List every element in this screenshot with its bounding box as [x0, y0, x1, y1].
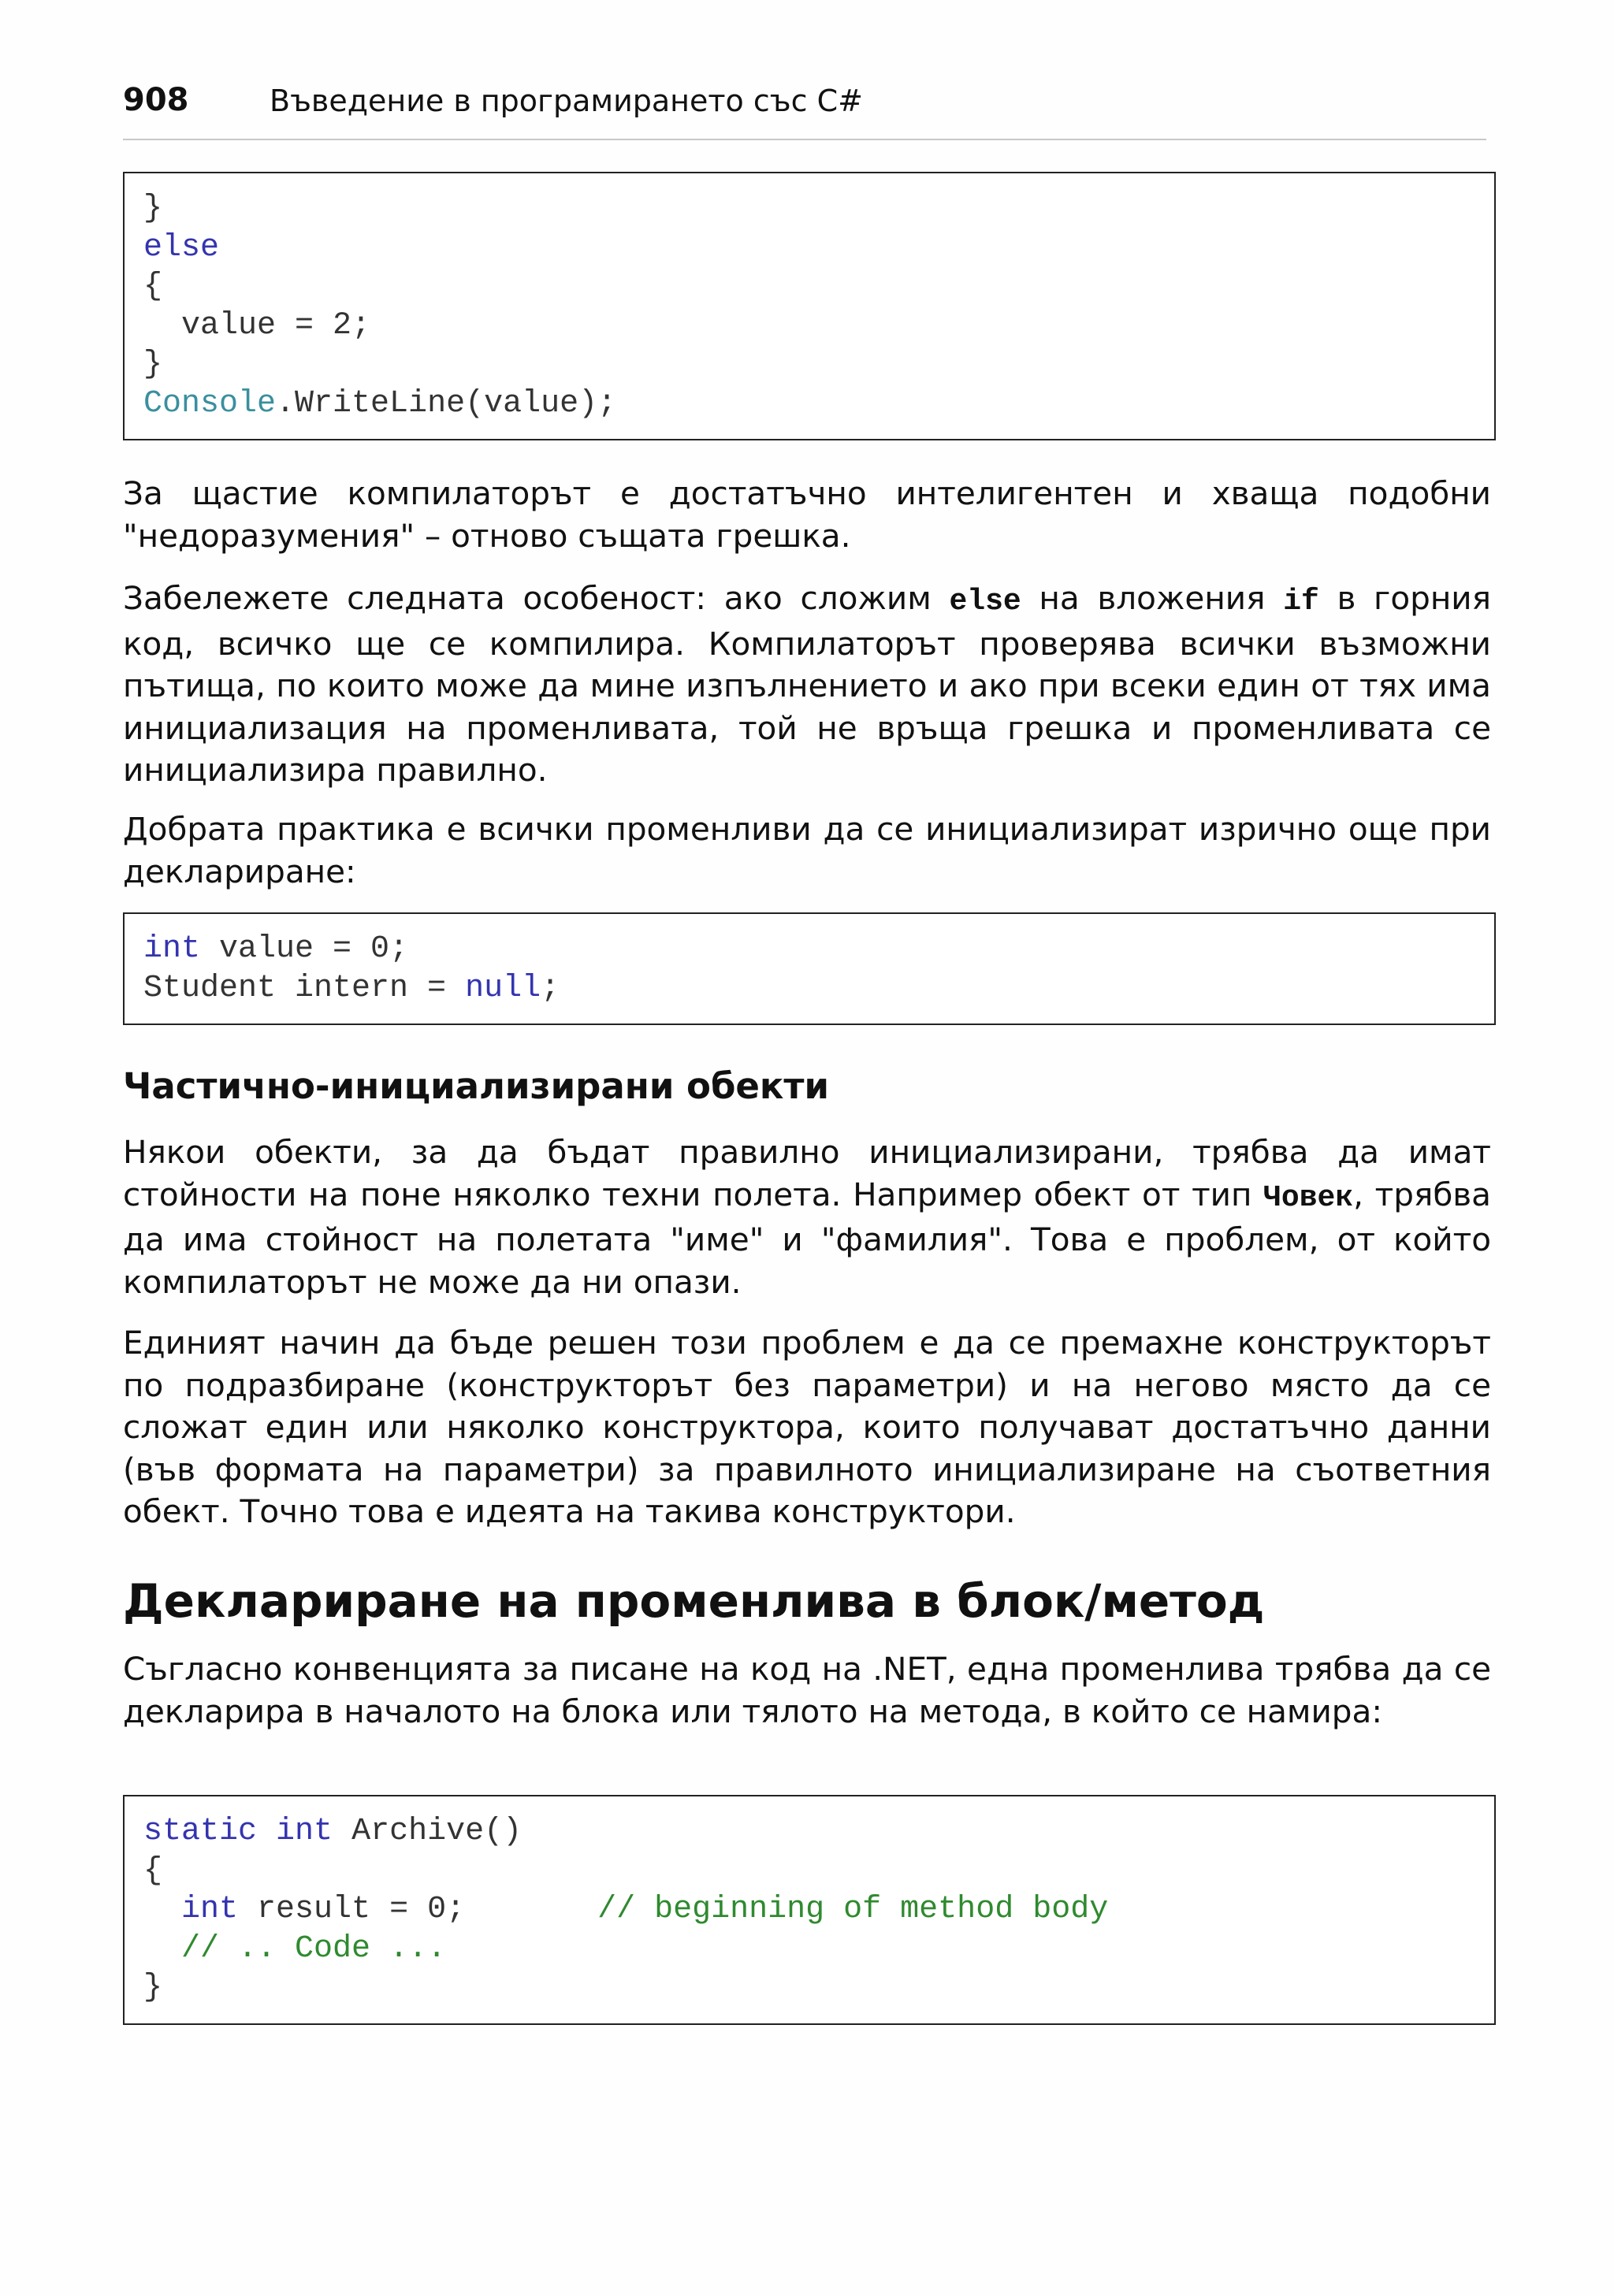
- paragraph: Единият начин да бъде решен този проблем е да се премахне конструкторът по подразбиране (конструкторът без параметри) и на негово място да се сложат един или няколко конструктора, които получават достатъчно данни (във формата на параметри) за правилното инициализиране на съответния обект. Точно това е идеята на такива конструктори.: [123, 1324, 1491, 1530]
- code-block-else: [123, 172, 1496, 440]
- code-block-archive: [123, 1795, 1496, 2025]
- paragraph-text: в горния код, всичко ще се компилира. Компилаторът проверява всички възможни пътища, по които може да мине изпълнението и ако при всеки един от тях има инициализация на променливата, той не връща грешка и променливата се инициализира правилно.: [123, 579, 1491, 789]
- book-title: Въведение в програмирането със C#: [270, 84, 863, 118]
- code-keyword: static: [143, 1814, 258, 1849]
- page-number: 908: [123, 82, 189, 118]
- inline-code: if: [1283, 585, 1319, 619]
- code-text: Archive(): [333, 1814, 523, 1849]
- section-heading: Частично-инициализирани обекти: [123, 1065, 830, 1107]
- code-line: {: [143, 269, 163, 304]
- code-text: .WriteLine(value);: [276, 385, 617, 422]
- code-block-init: [123, 912, 1496, 1025]
- code-keyword: int: [143, 931, 201, 967]
- paragraph: [123, 1131, 1491, 1303]
- paragraph-text: на вложения: [1021, 579, 1284, 617]
- code-line: [143, 1812, 1475, 1852]
- header-divider: [123, 139, 1486, 140]
- code-text: [257, 1814, 276, 1849]
- code-line: [143, 969, 1475, 1009]
- code-line: }: [143, 191, 163, 226]
- code-line: }: [143, 1970, 163, 2005]
- page-header: [123, 79, 1486, 142]
- paragraph-text: Забележете следната особеност: ако сложим: [123, 579, 950, 617]
- code-text: Student intern =: [143, 970, 466, 1006]
- code-line: value = 2;: [143, 307, 371, 344]
- paragraph: За щастие компилаторът е достатъчно интелигентен и хваща подобни "недоразумения" – отново същата грешка.: [123, 474, 1491, 555]
- code-line: [143, 1890, 1475, 1930]
- code-text: result = 0;: [238, 1892, 598, 1927]
- paragraph: Съгласно конвенцията за писане на код на .NET, една променлива трябва да се декларира в началото на блока или тялото на метода, в който се намира:: [123, 1650, 1491, 1730]
- code-text: ;: [541, 970, 560, 1006]
- paragraph-text: Някои обекти, за да бъдат правилно инициализирани, трябва да имат стойности на поне няколко техни полета. Например обект от тип: [123, 1133, 1491, 1213]
- code-indent: [143, 1931, 181, 1967]
- code-line: {: [143, 1852, 163, 1889]
- paragraph-text: , трябва да има стойност на полетата "име" и "фамилия". Това е проблем, от който компилаторът не може да ни опази.: [123, 1175, 1491, 1301]
- code-keyword: int: [276, 1814, 333, 1849]
- code-comment: // beginning of method body: [597, 1892, 1109, 1927]
- chapter-heading: Деклариране на променлива в блок/метод: [123, 1574, 1265, 1628]
- code-type: Console: [143, 385, 277, 422]
- paragraph: Добрата практика е всички променливи да се инициализират изрично още при деклариране:: [123, 810, 1491, 890]
- inline-code: Човек: [1263, 1180, 1354, 1215]
- inline-code: else: [949, 585, 1021, 619]
- code-line: [143, 1930, 1475, 1969]
- code-indent: [143, 1892, 181, 1927]
- code-keyword: else: [143, 229, 220, 266]
- code-keyword: int: [181, 1892, 239, 1927]
- code-line: [143, 930, 1475, 969]
- code-comment: // .. Code ...: [181, 1930, 447, 1967]
- code-line: [143, 385, 1475, 424]
- code-text: value = 0;: [200, 931, 409, 967]
- code-line: }: [143, 347, 163, 382]
- code-keyword: null: [465, 970, 541, 1006]
- code-line: [143, 228, 1475, 268]
- paragraph: [123, 578, 1491, 792]
